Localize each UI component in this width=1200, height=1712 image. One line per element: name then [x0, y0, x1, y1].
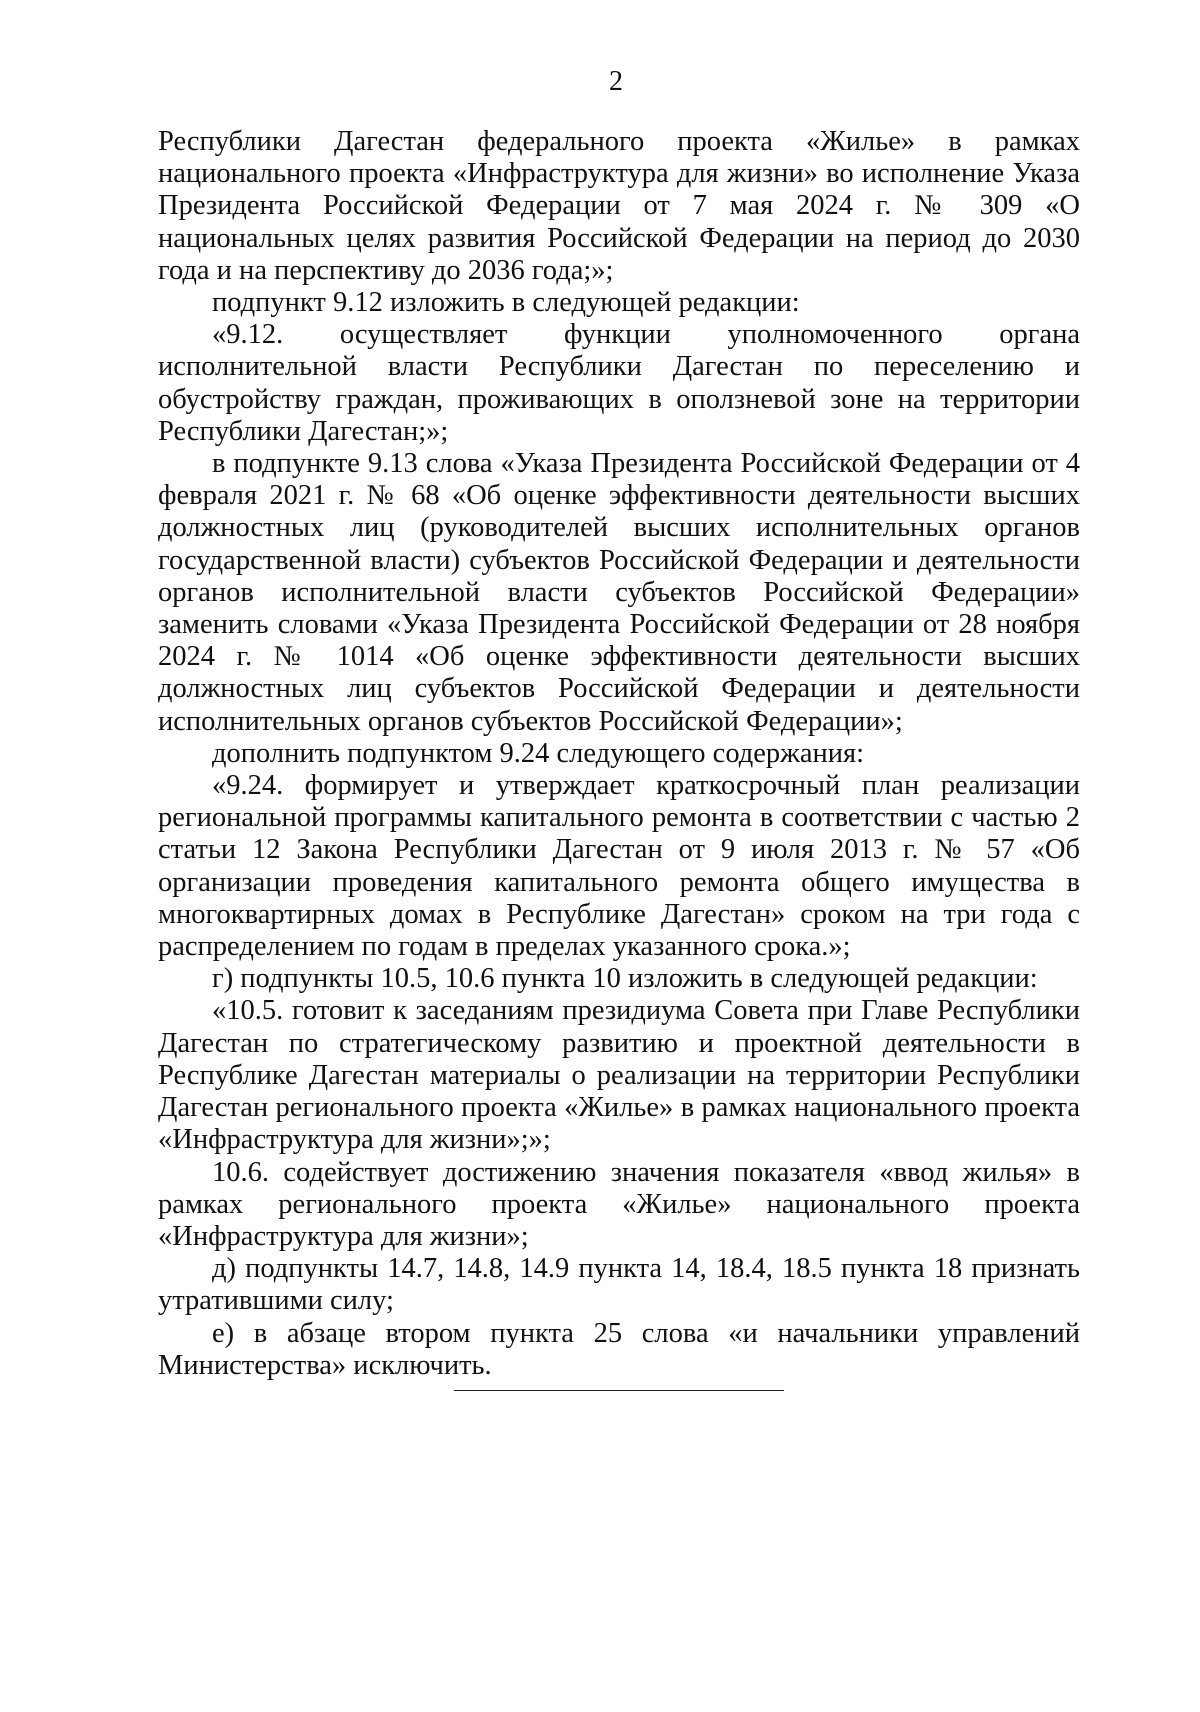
page-number: 2: [609, 66, 623, 97]
paragraph-amend-25: е) в абзаце втором пункта 25 слова «и начальники управлений Министерства» исключить.: [158, 1317, 1080, 1381]
paragraph-amend-14-18: д) подпункты 14.7, 14.8, 14.9 пункта 14, 18.4, 18.5 пункта 18 признать утратившими силу;: [158, 1253, 1080, 1317]
paragraph-amend-10-intro: г) подпункты 10.5, 10.6 пункта 10 изложить в следующей редакции:: [212, 963, 1038, 995]
paragraph-9-12-text: «9.12. осуществляет функции уполномоченного органа исполнительной власти Республики Дагестан по переселению и обустройству граждан, проживающих в оползневой зоне на территории Республики Дагестан;»;: [158, 319, 1080, 447]
paragraph-10-5-text: «10.5. готовит к заседаниям президиума Совета при Главе Республики Дагестан по стратегическому развитию и проектной деятельности в Республике Дагестан материалы о реализации на территории Республики Дагестан регионального проекта «Жилье» в рамках национального проекта «Инфраструктура для жизни»;»;: [158, 995, 1080, 1156]
paragraph-continuation: Республики Дагестан федерального проекта «Жилье» в рамках национального проекта «Инфраструктура для жизни» во исполнение Указа Президента Российской Федерации от 7 мая 2024 г. № 309 «О национальных целях развития Российской Федерации на период до 2030 года и на перспективу до 2036 года;»;: [158, 126, 1080, 286]
paragraph-9-24-text: «9.24. формирует и утверждает краткосрочный план реализации региональной программы капитального ремонта в соответствии с частью 2 статьи 12 Закона Республики Дагестан от 9 июля 2013 г. № 57 «Об организации проведения капитального ремонта общего имущества в многоквартирных домах в Республике Дагестан» сроком на три года с распределением по годам в пределах указанного срока.»;: [158, 770, 1080, 963]
end-of-text-rule: [454, 1390, 784, 1391]
paragraph-amend-9-13: в подпункте 9.13 слова «Указа Президента Российской Федерации от 4 февраля 2021 г. № 68 «Об оценке эффективности деятельности высших должностных лиц (руководителей высших исполнительных органов государственной власти) субъектов Российской Федерации и деятельности органов исполнительной власти субъектов Российской Федерации» заменить словами «Указа Президента Российской Федерации от 28 ноября 2024 г. № 1014 «Об оценке эффективности деятельности высших должностных лиц субъектов Российской Федерации и деятельности исполнительных органов субъектов Российской Федерации»;: [158, 448, 1080, 737]
paragraph-amend-9-12-intro: подпункт 9.12 изложить в следующей редакции:: [212, 287, 800, 319]
paragraph-amend-9-24-intro: дополнить подпунктом 9.24 следующего содержания:: [212, 737, 865, 769]
document-body: [158, 126, 1080, 1382]
paragraph-10-6-text: 10.6. содействует достижению значения показателя «ввод жилья» в рамках регионального проекта «Жилье» национального проекта «Инфраструктура для жизни»;: [158, 1156, 1080, 1252]
